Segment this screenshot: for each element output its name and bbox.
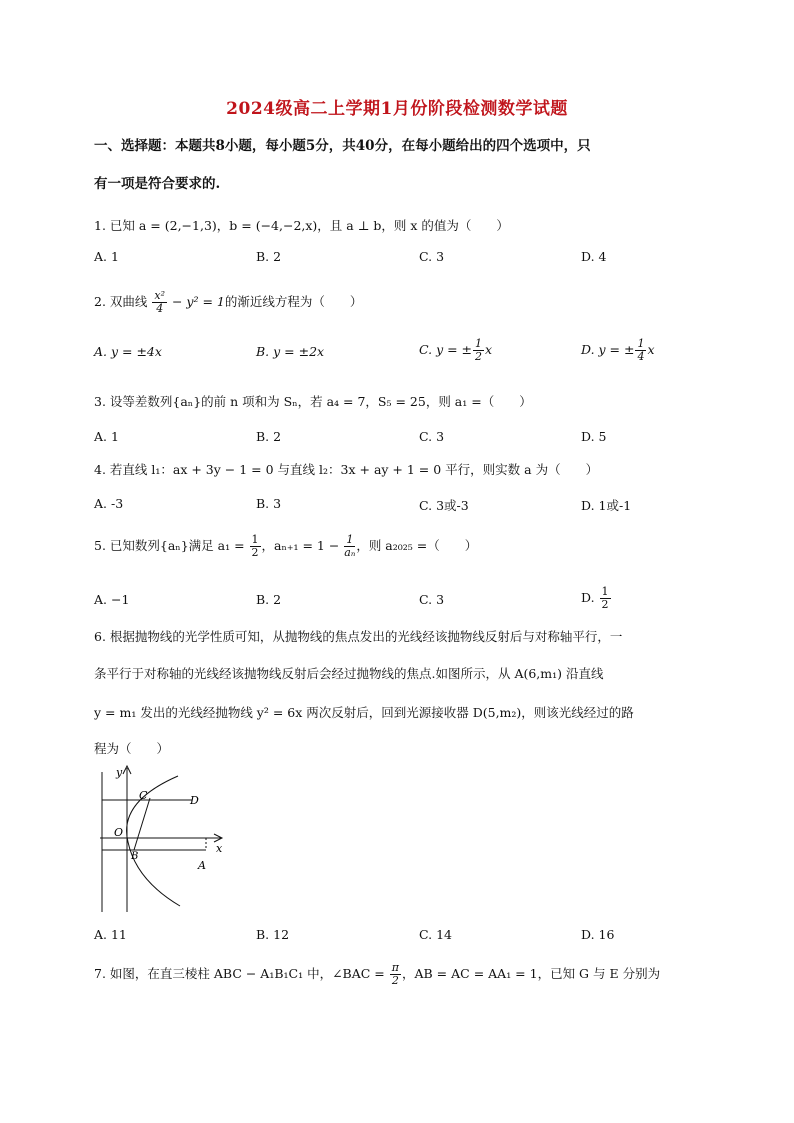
q2-d-num: 1 [637,337,645,350]
label-d: D [190,794,199,807]
question-7 [94,962,660,987]
question-6-options [94,927,734,947]
q2-prefix: 2. 双曲线 [94,294,148,309]
q5-suffix: ，则 a₂₀₂₅ =（ ） [356,538,478,553]
q2-c-num: 1 [475,337,483,350]
question-5 [94,534,477,559]
q2-d-den: 4 [637,350,645,363]
q1-option-d[interactable]: D. 4 [581,249,607,264]
q6-option-c[interactable]: C. 14 [419,927,452,942]
q6-option-a[interactable]: A. 11 [94,927,127,942]
q2-option-a[interactable]: A. y = ±4x [94,344,162,359]
q2-suffix: 的渐近线方程为（ ） [224,294,363,309]
q2-option-d-frac [635,338,646,363]
q7-prefix: 7. 如图，在直三棱柱 ABC − A₁B₁C₁ 中，∠BAC = [94,966,389,981]
label-c: C [139,789,148,802]
q5-option-c[interactable]: C. 3 [419,592,445,607]
label-b: B [131,851,139,862]
parabola-figure [88,762,238,922]
q5-option-d[interactable] [581,586,612,611]
q2-option-c-frac [473,338,484,363]
question-1-options [94,249,734,269]
q5-option-d-frac [600,586,611,611]
q5-frac-a1 [250,534,261,559]
q5-option-d-text: D. [581,590,599,605]
q2-option-d-text: D. y = ± [581,342,635,357]
q3-option-b[interactable]: B. 2 [256,429,282,444]
q5-a1-num: 1 [251,533,259,546]
q5-an-num: 1 [346,533,354,546]
label-y: y [116,766,123,779]
question-5-options [94,585,734,612]
q2-frac-num: x² [154,289,166,302]
q1-option-a[interactable]: A. 1 [94,249,119,264]
q6-option-d[interactable]: D. 16 [581,927,615,942]
q2-option-d[interactable]: D. y = ± $\frac{1}{4}$ x [581,337,655,363]
question-2 [94,290,362,315]
q2-option-c-text: C. y = ± [419,342,473,357]
q5-prefix: 5. 已知数列{aₙ}满足 a₁ = [94,538,249,553]
q5-d-den: 2 [601,598,609,611]
question-2-options [94,337,734,364]
q2-option-b[interactable]: B. y = ±2x [256,344,325,359]
question-1: 1. 已知 a = (2,−1,3)，b = (−4,−2,x)，且 a ⊥ b，则 x 的值为（ ） [94,218,509,233]
q7-frac-angle [390,962,401,987]
q5-option-b[interactable]: B. 2 [256,592,282,607]
q3-option-d[interactable]: D. 5 [581,429,607,444]
section-heading-line1: 一、选择题：本题共8小题，每小题5分，共40分，在每小题给出的四个选项中，只 [94,138,591,154]
question-6-line3: y = m₁ 发出的光线经抛物线 y² = 6x 两次反射后，回到光源接收器 D(5,m₂)，则该光线经过的路 [94,705,634,720]
q4-option-b[interactable]: B. 3 [256,496,282,511]
segment-c-b [134,798,150,850]
q4-option-a[interactable]: A. -3 [94,496,124,511]
q2-c-den: 2 [475,350,483,363]
q5-frac-an [344,534,355,559]
q3-option-c[interactable]: C. 3 [419,429,445,444]
parabola-curve [127,776,180,906]
label-o: O [114,826,124,839]
q3-option-a[interactable]: A. 1 [94,429,119,444]
q2-option-c[interactable]: C. y = ± $\frac{1}{2}$ x [419,337,493,363]
q5-an-den: aₙ [344,546,356,559]
q2-frac-den: 4 [156,302,164,315]
question-6-line1: 6. 根据抛物线的光学性质可知，从抛物线的焦点发出的光线经该抛物线反射后与对称轴平行，一 [94,629,623,644]
question-4-options [94,496,734,516]
q5-d-num: 1 [601,585,609,598]
label-x: x [216,842,223,855]
question-6-line4: 程为（ ） [94,741,170,756]
q7-frac-num: π [391,961,399,974]
q4-option-d[interactable]: D. 1或-1 [581,498,632,513]
q5-middle: ，aₙ₊₁ = 1 − [261,538,344,553]
q2-fraction [152,290,167,315]
q1-option-b[interactable]: B. 2 [256,249,282,264]
q4-option-c[interactable]: C. 3或-3 [419,498,469,513]
q6-option-b[interactable]: B. 12 [256,927,290,942]
q5-a1-den: 2 [251,546,259,559]
label-a: A [198,859,206,872]
question-3-options [94,429,734,449]
q1-option-c[interactable]: C. 3 [419,249,445,264]
q2-equation: − y² = 1 [168,294,225,309]
question-4: 4. 若直线 l₁：ax + 3y − 1 = 0 与直线 l₂：3x + ay + 1 = 0 平行，则实数 a 为（ ） [94,462,599,477]
question-3: 3. 设等差数列{aₙ}的前 n 项和为 Sₙ，若 a₄ = 7，S₅ = 25，则 a₁ =（ ） [94,394,532,409]
q7-suffix: ，AB = AC = AA₁ = 1，已知 G 与 E 分别为 [402,966,661,981]
page-title: 2024级高二上学期1月份阶段检测数学试题 [226,99,568,119]
section-heading-line2: 有一项是符合要求的. [94,176,221,192]
q7-frac-den: 2 [391,974,399,987]
question-6-line2: 条平行于对称轴的光线经该抛物线反射后会经过抛物线的焦点.如图所示，从 A(6,m₁) 沿直线 [94,666,604,681]
q5-option-a[interactable]: A. −1 [94,592,130,607]
